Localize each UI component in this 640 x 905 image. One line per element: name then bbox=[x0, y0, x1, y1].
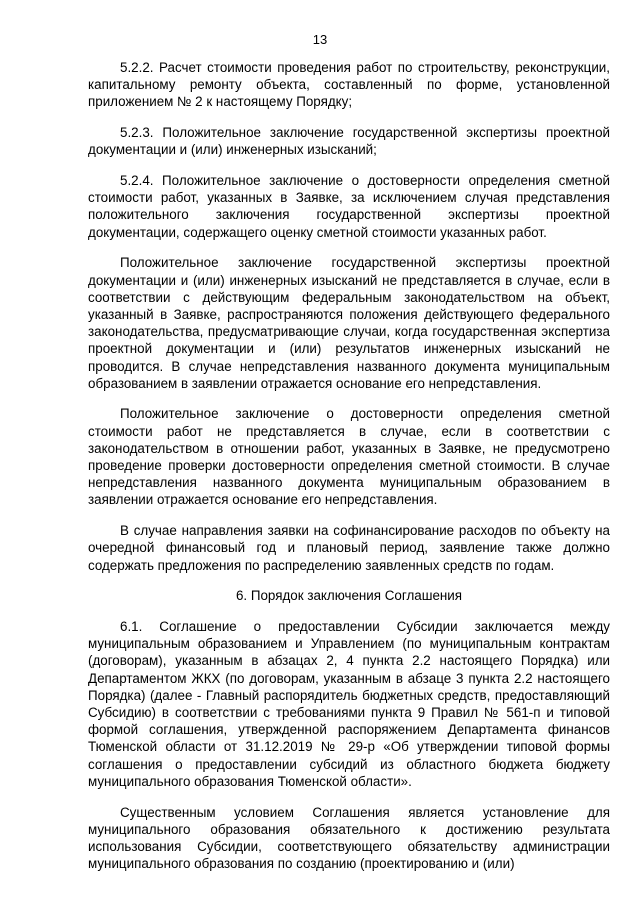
page-number: 13 bbox=[312, 32, 328, 47]
paragraph-5-2-2: 5.2.2. Расчет стоимости проведения работ по строительству, реконструкции, капитальному ремонту объекта, составленный по форме, установленной приложением № 2 к настоящему Порядку; bbox=[88, 60, 610, 110]
paragraph-6-1: 6.1. Соглашение о предоставлении Субсидии заключается между муниципальным образованием и Управлением (по муниципальным контрактам (договорам), указанным в абзацах 2, 4 пункта 2.2 настоящего Порядка) или Департаментом ЖКХ (по договорам, указанным в абзаце 3 пункта 2.2 настоящего Порядка) (далее - Главный распорядитель бюджетных средств, предоставляющий Субсидию) в соответствии с требованиями пункта 9 Правил № 561-п и типовой формой соглашения, утвержденной распоряжением Департамента финансов Тюменской области от 31.12.2019 № 29-р «Об утверждении типовой формы соглашения о предоставлении субсидий из областного бюджета бюджету муниципального образования Тюменской области». bbox=[88, 618, 610, 789]
paragraph-cost-verification-exception: Положительное заключение о достоверности определения сметной стоимости работ не представляется в случае, если в соответствии с законодательством в отношении работ, указанных в Заявке, не предусмотрено проведение проверки достоверности определения сметной стоимости. В случае непредставления названного документа муниципальным образованием в заявлении отражается основание его непредставления. bbox=[88, 406, 610, 508]
document-body bbox=[88, 59, 610, 886]
paragraph-essential-condition: Существенным условием Соглашения является установление для муниципального образования обязательного к достижению результата использования Субсидии, соответствующего обязательству администрации муниципального образования по созданию (проектированию и (или) bbox=[88, 804, 610, 872]
paragraph-cofinancing-request: В случае направления заявки на софинансирование расходов по объекту на очередной финансовый год и плановый период, заявление также должно содержать предложения по распределению заявленных средств по годам. bbox=[88, 523, 610, 573]
paragraph-5-2-4: 5.2.4. Положительное заключение о достоверности определения сметной стоимости работ, указанных в Заявке, за исключением случая представления положительного заключения государственной экспертизы проектной документации, содержащего оценку сметной стоимости указанных работ. bbox=[88, 173, 610, 240]
paragraph-expertise-exception: Положительное заключение государственной экспертизы проектной документации и (или) инженерных изысканий не представляется в случае, если в соответствии с действующим федеральным законодательством на объект, указанный в Заявке, распространяются положения действующего федерального законодательства, предусматривающие случаи, когда государственная экспертиза проектной документации и (или) результатов инженерных изысканий не проводится. В случае непредставления названного документа муниципальным образованием в заявлении отражается основание его непредставления. bbox=[88, 255, 610, 391]
section-heading: 6. Порядок заключения Соглашения bbox=[235, 588, 463, 604]
paragraph-5-2-3: 5.2.3. Положительное заключение государственной экспертизы проектной документации и (или) инженерных изысканий; bbox=[88, 125, 610, 158]
